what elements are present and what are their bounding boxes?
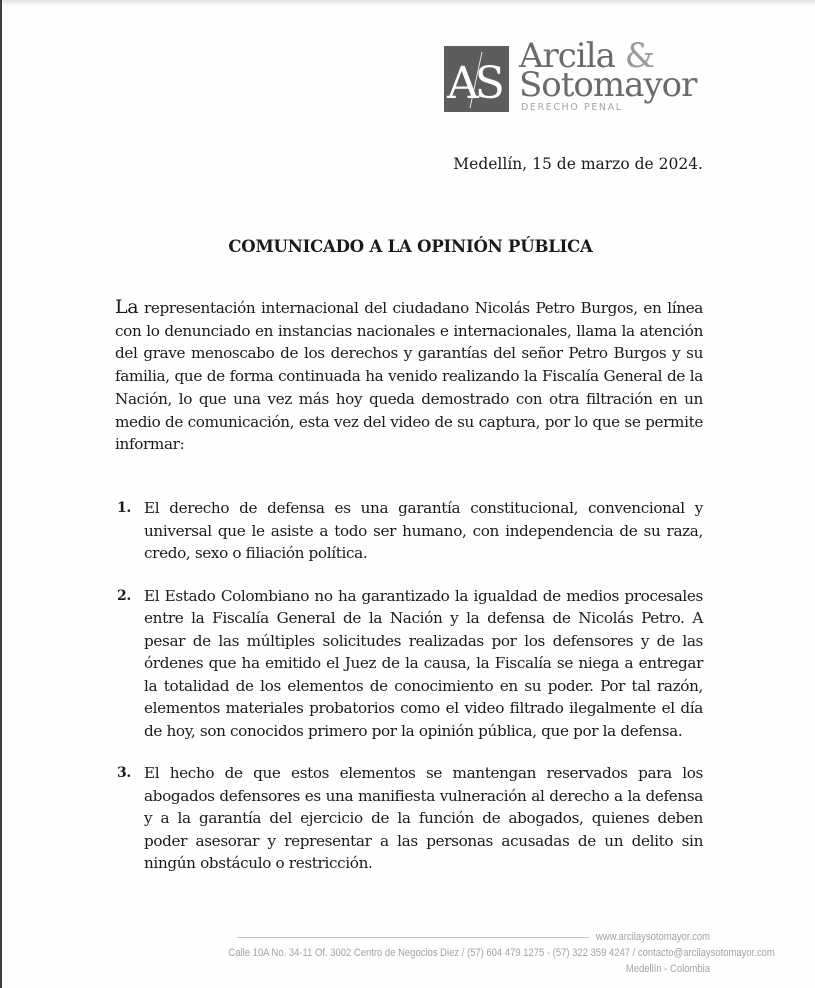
intro-paragraph (115, 296, 703, 456)
document-title: COMUNICADO A LA OPINIÓN PÚBLICA (228, 237, 593, 256)
letterhead-footer (228, 929, 775, 977)
list-item (117, 497, 703, 565)
list-item-text: El derecho de defensa es una garantía constitucional, convencional y universal que le asiste a todo ser humano, con independencia de su raza, credo, sexo o filiación política. (144, 499, 703, 562)
footer-city: Medellín - Colombia (625, 963, 710, 975)
logo-wordmark (519, 36, 697, 105)
list-item-number: 3. (117, 765, 131, 781)
intro-text: representación internacional del ciudadano Nicolás Petro Burgos, en línea con lo denunciado en instancias nacionales e internacionales, llama la atención del grave menoscabo de los derechos y garantías del señor Petro Burgos y su familia, que de forma continuada ha venido realizando la Fiscalía General de la Nación, lo que una vez más hoy queda demostrado con otra filtración en un medio de comunicación, esta vez del video de su captura, por lo que se permite informar: (115, 299, 703, 454)
footer-website-row (228, 929, 710, 945)
footer-website: www.arcilaysotomayor.com (595, 931, 710, 943)
logo-tagline: DERECHO PENAL (521, 102, 623, 113)
numbered-list (117, 497, 703, 895)
top-shadow (0, 0, 815, 6)
logo-ampersand: & (624, 36, 654, 76)
logo-name-line1: Arcila (519, 36, 615, 76)
list-item (117, 585, 703, 743)
logo-monogram-box (444, 46, 509, 112)
footer-divider (237, 937, 589, 938)
footer-address: Calle 10A No. 34-11 Of. 3002 Centro de Negocios Diez / (57) 604 479 1275 - (57) 322 359 4247 / contacto@arcilaysotomayor.com (228, 947, 775, 959)
list-item (117, 762, 703, 875)
intro-first-word: La (115, 296, 139, 318)
svg-text:AS: AS (447, 58, 501, 109)
list-item-number: 1. (117, 500, 131, 516)
logo-monogram-icon (444, 46, 509, 112)
logo-name-line2: Sotomayor (519, 65, 697, 105)
list-item-number: 2. (117, 587, 131, 604)
list-item-text: El hecho de que estos elementos se mantengan reservados para los abogados defensores es una manifiesta vulneración al derecho a la defensa y a la garantía del ejercicio de la función de abogados, quienes deben poder asesorar y representar a las personas acusadas de un delito sin ningún obstáculo o restricción. (144, 764, 703, 872)
page-left-edge (0, 0, 2, 988)
date-line: Medellín, 15 de marzo de 2024. (453, 155, 703, 173)
firm-logo (444, 36, 714, 118)
list-item-text: El Estado Colombiano no ha garantizado la igualdad de medios procesales entre la Fiscalía General de la Nación y la defensa de Nicolás Petro. A pesar de las múltiples solicitudes realizadas por los defensores y de las órdenes que ha emitido el Juez de la causa, la Fiscalía se niega a entregar la totalidad de los elementos de conocimiento en su poder. Por tal razón, elementos materiales probatorios como el video filtrado ilegalmente el día de hoy, son conocidos primero por la opinión pública, que por la defensa. (144, 586, 703, 740)
